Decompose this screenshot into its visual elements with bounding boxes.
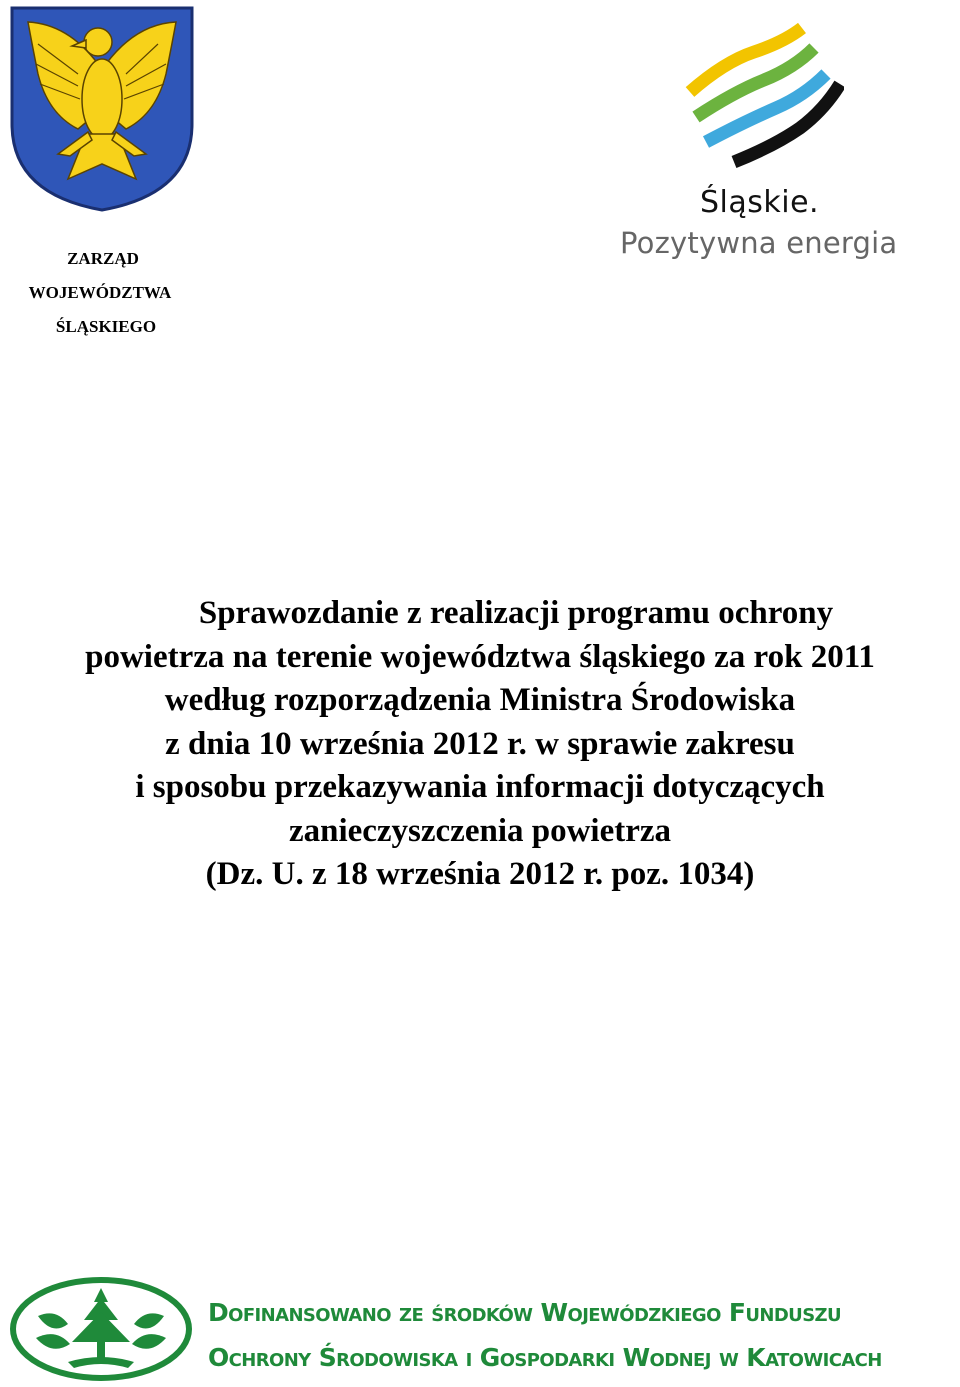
tree-leaf-icon (8, 1276, 194, 1382)
board-line: ZARZĄD (67, 249, 139, 268)
title-line: powietrza na terenie województwa śląskiego za rok 2011 (85, 638, 875, 675)
title-line: Sprawozdanie z realizacji programu ochrony (198, 595, 834, 631)
title-line: i sposobu przekazywania informacji dotyczących (135, 769, 825, 805)
title-line: (Dz. U. z 18 września 2012 r. poz. 1034) (205, 856, 755, 892)
board-line: ŚLĄSKIEGO (55, 317, 157, 336)
title-line: według rozporządzenia Ministra Środowiska (164, 682, 796, 718)
funding-line: Dofinansowano ze środków Wojewódzkiego Funduszu (208, 1298, 842, 1327)
funding-note (208, 1290, 960, 1380)
title-line: zanieczyszczenia powietrza (288, 812, 672, 849)
silesian-eagle-icon (8, 4, 196, 214)
funding-line: Ochrony Środowiska i Gospodarki Wodnej w Katowicach (208, 1343, 882, 1372)
board-name (0, 242, 200, 344)
wave-lines-icon (684, 22, 844, 172)
document-title (0, 592, 960, 897)
title-line: z dnia 10 września 2012 r. w sprawie zakresu (165, 725, 795, 762)
board-line: WOJEWÓDZTWA (28, 283, 172, 302)
brand-name: Śląskie. (700, 185, 820, 220)
brand-tagline: Pozytywna energia (620, 226, 898, 260)
